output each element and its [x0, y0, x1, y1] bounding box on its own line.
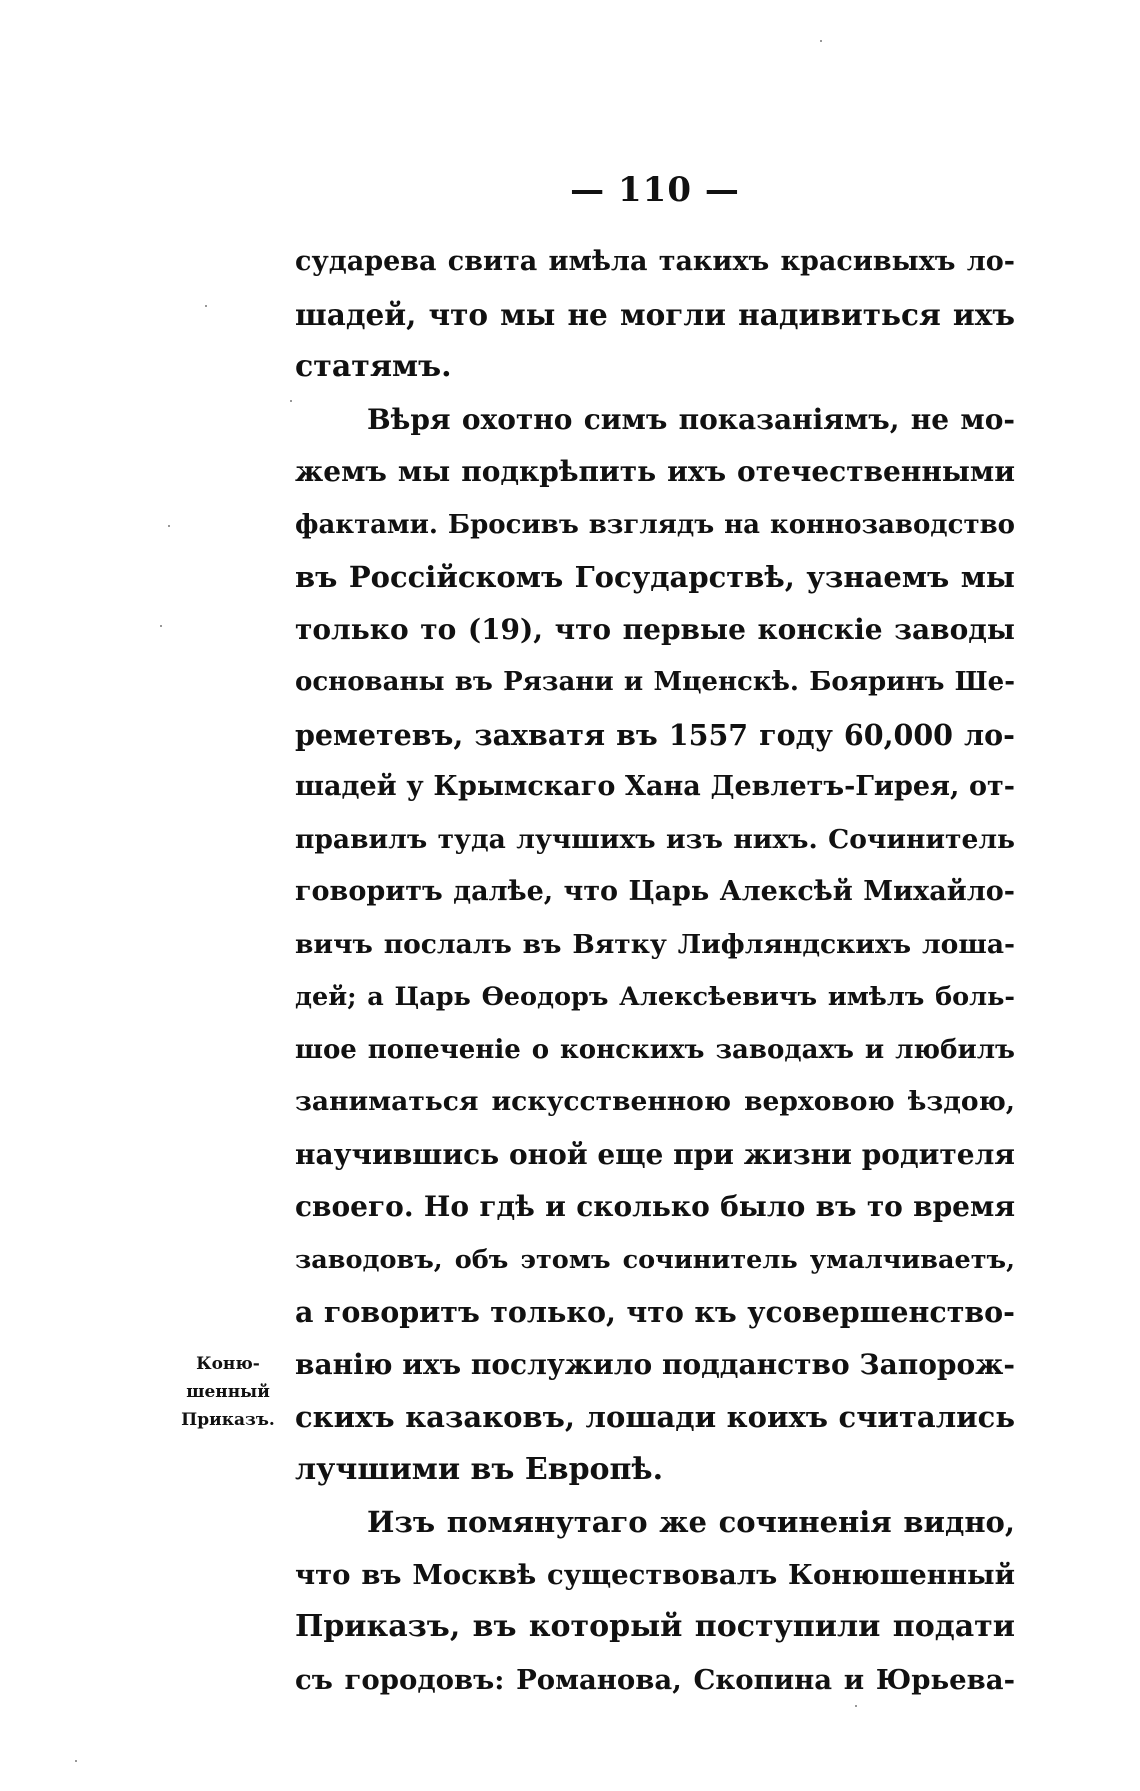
scan-speck — [820, 40, 822, 42]
text-line: говоритъ далѣе, что Царь Алексѣй Михайло- — [295, 876, 1015, 907]
text-line: Вѣря охотно симъ показаніямъ, не мо- — [367, 402, 1015, 436]
scan-speck — [855, 1705, 857, 1707]
scan-speck — [75, 1760, 77, 1762]
text-line: что въ Москвѣ существовалъ Конюшенный — [295, 1558, 1015, 1591]
text-line: лучшими въ Европѣ. — [295, 1451, 664, 1487]
text-line: заводовъ, объ этомъ сочинитель умалчиваетъ, — [295, 1244, 1015, 1275]
margin-note-line: Коню- — [196, 1354, 260, 1374]
text-line: научившись оной еще при жизни родителя — [295, 1137, 1015, 1171]
text-line: съ городовъ: Романова, Скопина и Юрьева- — [295, 1663, 1015, 1696]
scan-speck — [290, 400, 292, 402]
text-line: ванію ихъ послужило подданство Запорож- — [295, 1347, 1015, 1381]
text-line: заниматься искусственною верховою ѣздою, — [295, 1086, 1015, 1117]
text-line: въ Россійскомъ Государствѣ, узнаемъ мы — [295, 560, 1015, 594]
text-line: шое попеченіе о конскихъ заводахъ и любилъ — [295, 1034, 1015, 1065]
margin-note — [168, 1350, 288, 1434]
text-line: только то (19), что первые конскіе заводы — [295, 612, 1015, 646]
text-line: а говоритъ только, что къ усовершенство- — [295, 1295, 1015, 1329]
text-line: реметевъ, захватя въ 1557 году 60,000 ло- — [295, 717, 1015, 752]
scan-speck — [160, 625, 162, 627]
text-line: дей; а Царь Ѳеодоръ Алексѣевичъ имѣлъ боль- — [295, 982, 1015, 1012]
text-line: правилъ туда лучшихъ изъ нихъ. Сочинитель — [295, 823, 1015, 855]
text-line: сударева свита имѣла такихъ красивыхъ ло- — [295, 246, 1015, 277]
text-line: вичъ послалъ въ Вятку Лифляндскихъ лоша- — [295, 928, 1015, 960]
text-line: Изъ помянутаго же сочиненія видно, — [367, 1505, 1015, 1539]
text-line: скихъ казаковъ, лошади коихъ считались — [295, 1400, 1015, 1434]
text-line: жемъ мы подкрѣпить ихъ отечественными — [295, 455, 1015, 488]
margin-note-line: Приказъ. — [181, 1410, 275, 1430]
text-line: шадей, что мы не могли надивиться ихъ — [295, 296, 1015, 332]
text-line: основаны въ Рязани и Мценскѣ. Бояринъ Ше- — [295, 667, 1015, 697]
text-line: фактами. Бросивъ взглядъ на коннозаводство — [295, 509, 1015, 540]
text-line: своего. Но гдѣ и сколько было въ то время — [295, 1190, 1015, 1223]
text-line: статямъ. — [295, 349, 452, 384]
scan-speck — [205, 305, 207, 307]
page-number: — 110 — — [570, 170, 740, 210]
margin-note-line: шенный — [186, 1382, 270, 1402]
text-line: Приказъ, въ который поступили подати — [295, 1609, 1015, 1644]
body-text — [295, 236, 1015, 1706]
text-line: шадей у Крымскаго Хана Девлетъ-Гирея, от- — [295, 771, 1015, 802]
scan-speck — [168, 525, 170, 527]
